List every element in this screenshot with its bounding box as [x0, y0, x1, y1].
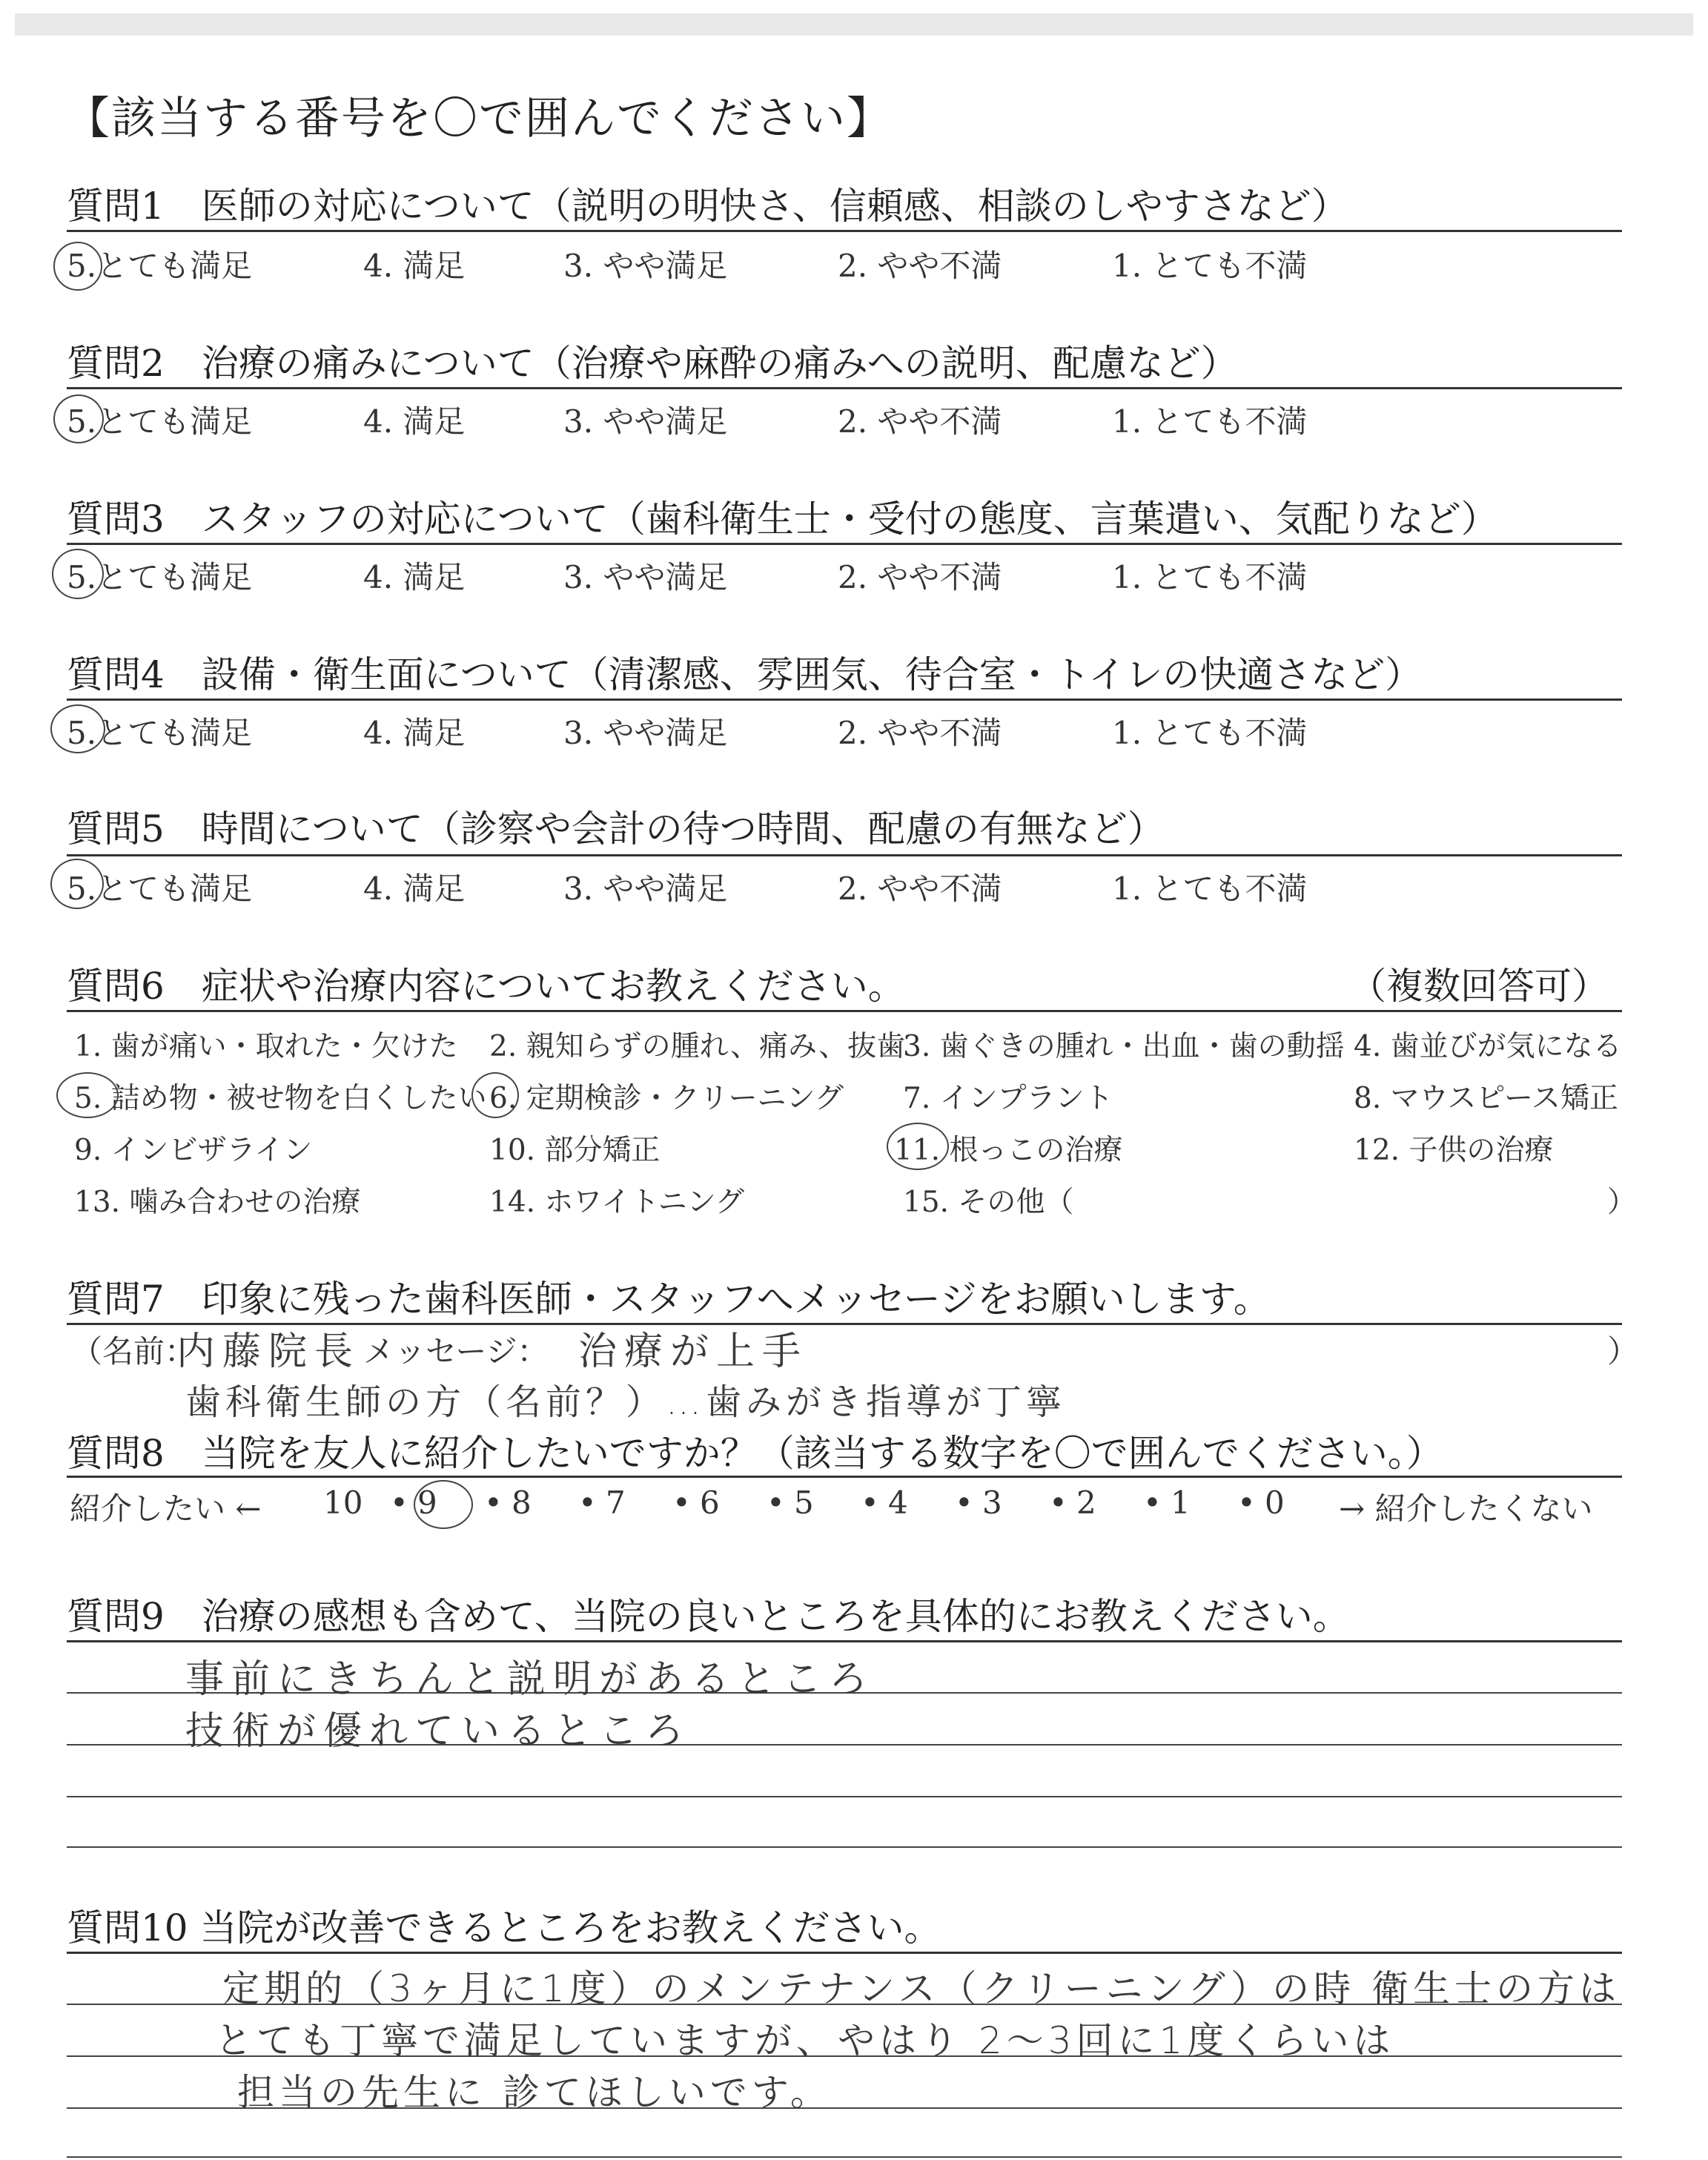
q6-heading: 質問6 症状や治療内容についてお教えください。 — [67, 965, 905, 1008]
q1-rule — [67, 230, 1622, 232]
q1-option-3[interactable]: 3. やや満足 — [563, 248, 728, 284]
q10-answer-line-2[interactable]: とても丁寧で満足していますが、やはり 2～3回に1度くらいは — [215, 2019, 1395, 2062]
q10-line-5 — [67, 2156, 1622, 2158]
q4-option-4[interactable]: 4. 満足 — [363, 715, 466, 751]
q4-selection-circle — [50, 704, 105, 753]
q6-rule — [67, 1010, 1622, 1012]
q4-option-1[interactable]: 1. とても不満 — [1112, 715, 1308, 751]
q10-heading: 質問10 当院が改善できるところをお教えください。 — [67, 1906, 941, 1949]
q6-item-12[interactable]: 12. 子供の治療 — [1354, 1134, 1554, 1167]
q8-scale-separator: • — [484, 1484, 503, 1521]
q2-option-4[interactable]: 4. 満足 — [363, 403, 466, 440]
q8-scale-separator: • — [390, 1484, 408, 1521]
page-title: 【該当する番号を〇で囲んでください】 — [65, 93, 893, 145]
q6-item-10[interactable]: 10. 部分矯正 — [489, 1134, 661, 1167]
q8-scale-value-5[interactable]: 5 — [794, 1484, 814, 1521]
q4-rule — [67, 698, 1622, 701]
q9-answer-line-1[interactable]: 事前にきちんと説明があるところ — [185, 1657, 875, 1702]
q8-scale-value-6[interactable]: 6 — [700, 1484, 720, 1521]
q6-item-15[interactable]: 15. その他（ — [903, 1186, 1074, 1219]
q8-scale-separator: • — [578, 1484, 597, 1521]
q8-scale-value-1[interactable]: 1 — [1171, 1484, 1191, 1521]
q8-scale-separator: • — [672, 1484, 691, 1521]
q2-option-3[interactable]: 3. やや満足 — [563, 403, 728, 440]
q8-scale-value-7[interactable]: 7 — [606, 1484, 626, 1521]
q6-item-4[interactable]: 4. 歯並びが気になる — [1354, 1030, 1622, 1063]
q8-scale-value-9[interactable]: 9 — [417, 1484, 437, 1521]
q6-item-3[interactable]: 3. 歯ぐきの腫れ・出血・歯の動揺 — [903, 1030, 1345, 1063]
q7-heading: 質問7 印象に残った歯科医師・スタッフへメッセージをお願いします。 — [67, 1278, 1271, 1321]
q8-rule — [67, 1476, 1622, 1478]
q5-heading: 質問5 時間について（診察や会計の待つ時間、配慮の有無など） — [67, 807, 1165, 851]
q8-heading: 質問8 当院を友人に紹介したいですか？（該当する数字を〇で囲んでください。） — [67, 1432, 1443, 1475]
q8-scale-separator: • — [861, 1484, 879, 1521]
q7-written-name[interactable]: 内藤院長 — [176, 1330, 361, 1374]
q3-option-5[interactable]: 5.とても満足 — [67, 559, 253, 595]
q8-scale-separator: • — [1237, 1484, 1256, 1521]
q3-option-3[interactable]: 3. やや満足 — [563, 559, 728, 595]
q2-heading: 質問2 治療の痛みについて（治療や麻酔の痛みへの説明、配慮など） — [67, 342, 1238, 385]
q6-item-1[interactable]: 1. 歯が痛い・取れた・欠けた — [74, 1030, 458, 1063]
q8-scale-separator: • — [767, 1484, 785, 1521]
q5-option-2[interactable]: 2. やや不満 — [838, 871, 1002, 907]
q6-item-14[interactable]: 14. ホワイトニング — [489, 1186, 744, 1219]
q9-line-5 — [67, 1846, 1622, 1848]
q8-scale-value-3[interactable]: 3 — [982, 1484, 1002, 1521]
q7-message-label: メッセージ： — [363, 1333, 549, 1370]
q8-selection-circle — [414, 1480, 473, 1529]
q4-option-5[interactable]: 5.とても満足 — [67, 715, 253, 751]
q7-written-line-2[interactable]: 歯科衛生師の方（名前？）…歯みがき指導が丁寧 — [185, 1381, 1067, 1423]
q6-circle-item-11 — [887, 1123, 949, 1170]
q10-answer-line-3[interactable]: 担当の先生に 診てほしいです。 — [237, 2071, 832, 2114]
q6-item-15-close: ） — [1607, 1186, 1637, 1219]
q4-option-2[interactable]: 2. やや不満 — [838, 715, 1002, 751]
q1-option-1[interactable]: 1. とても不満 — [1112, 248, 1308, 284]
q4-option-3[interactable]: 3. やや満足 — [563, 715, 728, 751]
q7-name-label: （名前： — [71, 1333, 196, 1370]
q7-close-paren: ） — [1607, 1333, 1639, 1370]
q9-rule — [67, 1640, 1622, 1642]
q6-item-13[interactable]: 13. 噛み合わせの治療 — [74, 1186, 361, 1219]
q5-option-1[interactable]: 1. とても不満 — [1112, 871, 1308, 907]
q3-rule — [67, 543, 1622, 545]
q3-option-2[interactable]: 2. やや不満 — [838, 559, 1002, 595]
q6-item-2[interactable]: 2. 親知らずの腫れ、痛み、抜歯 — [489, 1030, 906, 1063]
q6-circle-item-6 — [471, 1072, 519, 1118]
q5-selection-circle — [50, 859, 104, 909]
q6-item-6[interactable]: 6. 定期検診・クリーニング — [489, 1082, 844, 1115]
q8-scale-value-8[interactable]: 8 — [512, 1484, 532, 1521]
q3-option-4[interactable]: 4. 満足 — [363, 559, 466, 595]
q6-item-5[interactable]: 5. 詰め物・被せ物を白くしたい — [74, 1082, 487, 1115]
q6-item-8[interactable]: 8. マウスピース矯正 — [1354, 1082, 1618, 1115]
q10-answer-line-1[interactable]: 定期的（3ヶ月に1度）のメンテナンス（クリーニング）の時 衛生士の方は — [222, 1967, 1621, 2010]
q3-heading: 質問3 スタッフの対応について（歯科衛生士・受付の態度、言葉遣い、気配りなど） — [67, 498, 1498, 541]
q8-left-label: 紹介したい ← — [70, 1490, 262, 1527]
q5-rule — [67, 854, 1622, 856]
q2-rule — [67, 387, 1622, 389]
q8-scale-separator: • — [955, 1484, 973, 1521]
q10-rule — [67, 1952, 1622, 1954]
q8-scale-separator: • — [1049, 1484, 1068, 1521]
q1-heading: 質問1 医師の対応について（説明の明快さ、信頼感、相談のしやすさなど） — [67, 185, 1348, 228]
q8-scale-value-10[interactable]: 10 — [323, 1484, 363, 1521]
q6-item-9[interactable]: 9. インビザライン — [74, 1134, 313, 1167]
q8-scale-value-0[interactable]: 0 — [1265, 1484, 1285, 1521]
q8-scale-value-2[interactable]: 2 — [1076, 1484, 1096, 1521]
q6-item-11[interactable]: 11. 根っこの治療 — [894, 1134, 1123, 1167]
q6-multiple-note: （複数回答可） — [1349, 965, 1609, 1008]
q5-option-5[interactable]: 5.とても満足 — [67, 871, 253, 907]
q3-option-1[interactable]: 1. とても不満 — [1112, 559, 1308, 595]
q5-option-3[interactable]: 3. やや満足 — [563, 871, 728, 907]
q8-scale-separator: • — [1143, 1484, 1162, 1521]
q1-option-2[interactable]: 2. やや不満 — [838, 248, 1002, 284]
q6-item-7[interactable]: 7. インプラント — [903, 1082, 1113, 1115]
scan-edge — [15, 13, 1693, 36]
q5-option-4[interactable]: 4. 満足 — [363, 871, 466, 907]
q9-line-4 — [67, 1796, 1622, 1797]
q9-heading: 質問9 治療の感想も含めて、当院の良いところを具体的にお教えください。 — [67, 1595, 1350, 1638]
q7-written-message[interactable]: 治療が上手 — [578, 1330, 809, 1374]
q9-answer-line-2[interactable]: 技術が優れているところ — [185, 1709, 692, 1754]
q2-selection-circle — [53, 394, 104, 443]
q2-option-2[interactable]: 2. やや不満 — [838, 403, 1002, 440]
q8-right-label: → 紹介したくない — [1339, 1490, 1593, 1527]
q6-circle-item-5 — [56, 1072, 119, 1118]
q1-option-5[interactable]: 5.とても満足 — [67, 248, 253, 284]
q4-heading: 質問4 設備・衛生面について（清潔感、雰囲気、待合室・トイレの快適さなど） — [67, 653, 1423, 696]
q2-option-5[interactable]: 5.とても満足 — [67, 403, 253, 440]
q1-option-4[interactable]: 4. 満足 — [363, 248, 466, 284]
q3-selection-circle — [52, 549, 104, 599]
q2-option-1[interactable]: 1. とても不満 — [1112, 403, 1308, 440]
q1-selection-circle — [53, 242, 102, 291]
q8-scale-value-4[interactable]: 4 — [888, 1484, 908, 1521]
